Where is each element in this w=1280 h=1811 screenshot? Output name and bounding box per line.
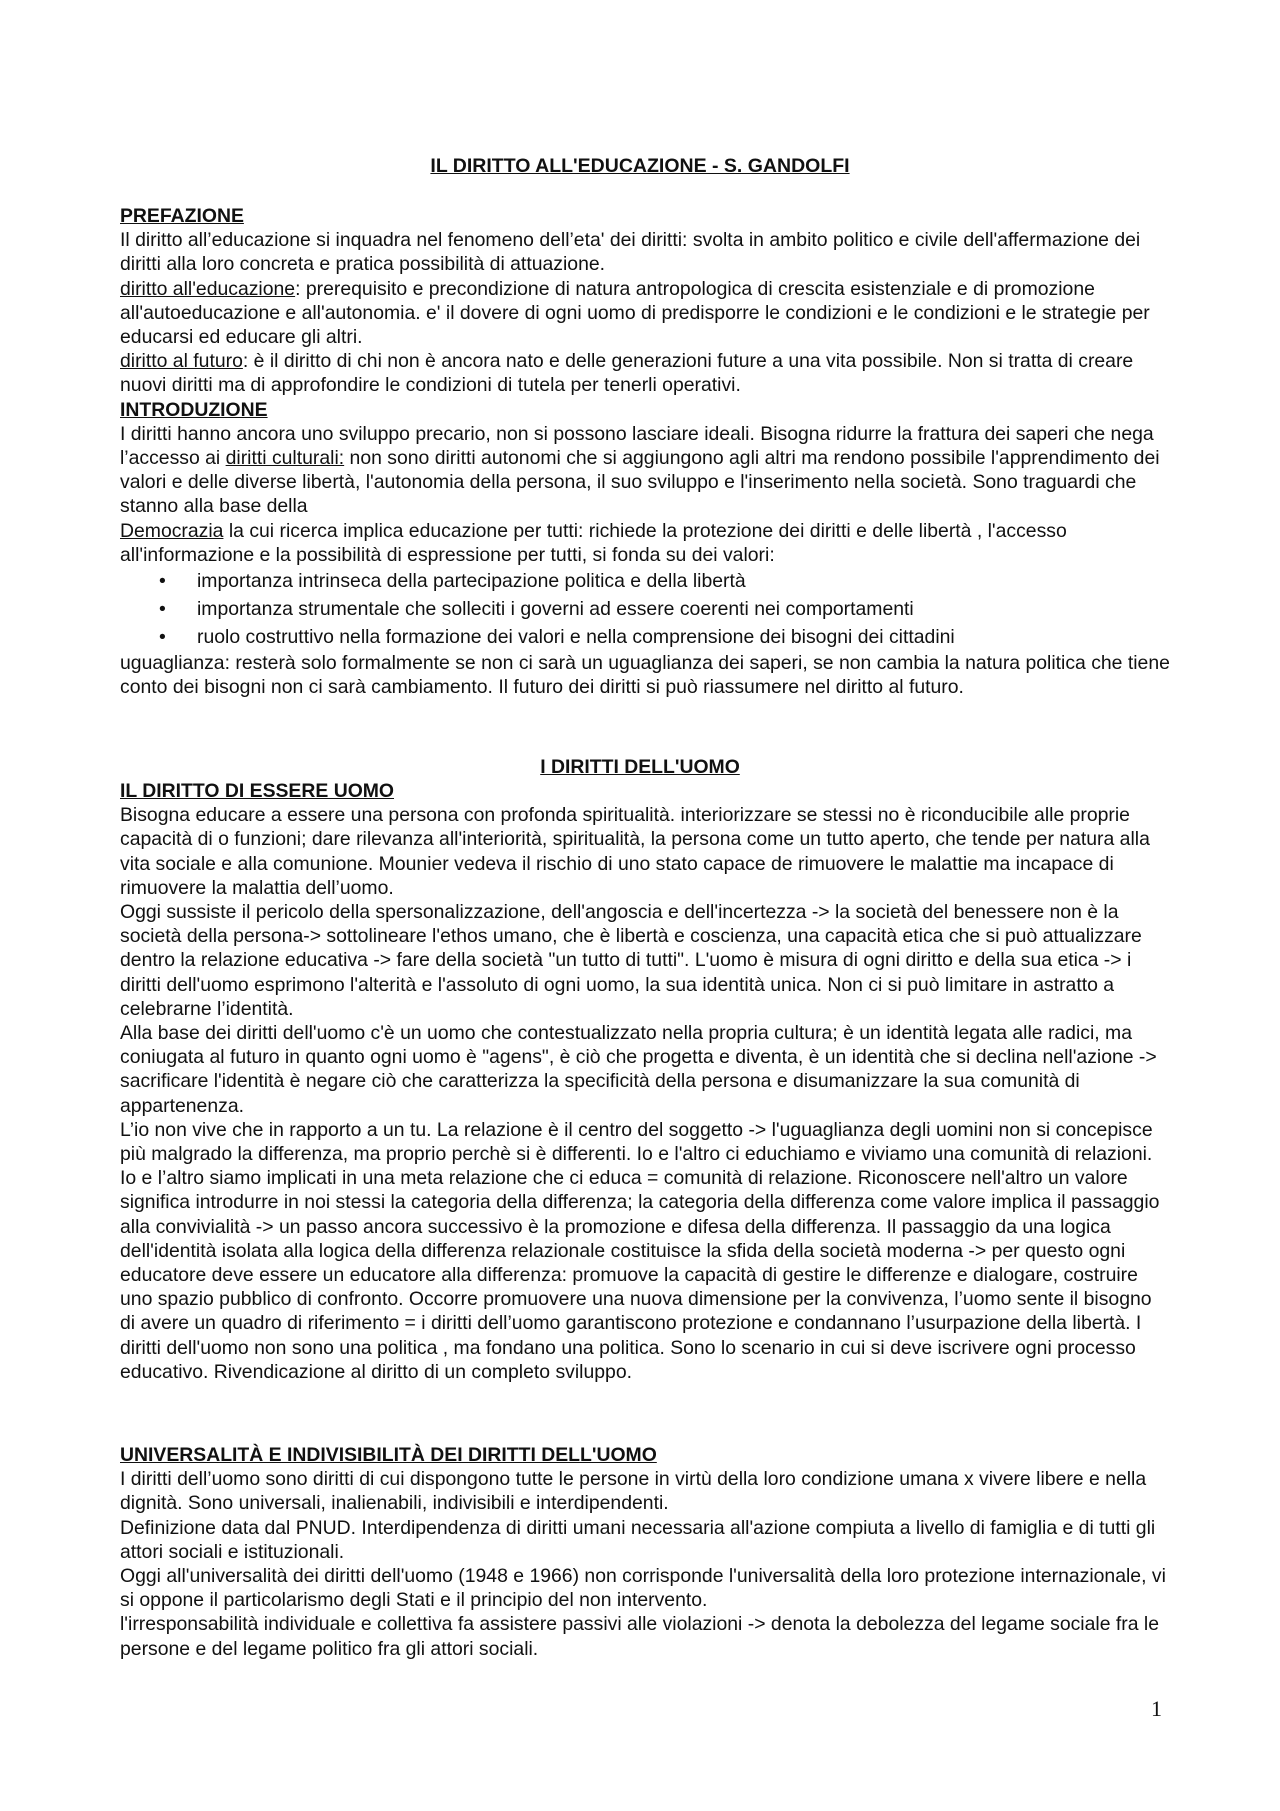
paragraph: Oggi all'universalità dei diritti dell'uomo (1948 e 1966) non corrisponde l'universalità della loro protezione internazionale, vi si oppone il particolarismo degli Stati e il principio del non intervento. bbox=[120, 1565, 1166, 1612]
paragraph-text: la cui ricerca implica educazione per tutti: richiede la protezione dei diritti e delle libertà , l'accesso all'informazione e la possibilità di espressione per tutti, si fonda su dei valori: bbox=[120, 519, 1067, 566]
section-diritto-essere-uomo bbox=[120, 779, 1170, 1384]
heading-introduzione: INTRODUZIONE bbox=[120, 398, 268, 421]
term-diritti-culturali: diritti culturali: bbox=[225, 447, 345, 470]
list-item: • ruolo costruttivo nella formazione dei valori e nella comprensione dei bisogni dei cittadini bbox=[120, 623, 1170, 651]
list-item: • importanza strumentale che solleciti i governi ad essere coerenti nei comportamenti bbox=[120, 595, 1170, 623]
page-number: 1 bbox=[1151, 1696, 1162, 1721]
heading-universalita: UNIVERSALITÀ E INDIVISIBILITÀ DEI DIRITTI DELL'UOMO bbox=[120, 1444, 657, 1466]
list-item: • importanza intrinseca della partecipazione politica e della libertà bbox=[120, 567, 1170, 595]
paragraph bbox=[120, 519, 1170, 567]
document-title: IL DIRITTO ALL'EDUCAZIONE - S. GANDOLFI bbox=[430, 155, 850, 177]
subheading-diritto-essere-uomo: IL DIRITTO DI ESSERE UOMO bbox=[120, 780, 395, 802]
paragraph-text: : è il diritto di chi non è ancora nato e delle generazioni future a una vita possibile. Non si tratta di creare nuovi diritti ma di approfondire le condizioni di tutela per tenerli operativi. bbox=[120, 350, 1134, 397]
heading-diritti-uomo: I DIRITTI DELL'UOMO bbox=[540, 756, 740, 778]
section-universalita bbox=[120, 1443, 1170, 1661]
paragraph bbox=[120, 349, 1170, 397]
paragraph: Oggi sussiste il pericolo della spersonalizzazione, dell'angoscia e dell'incertezza -> la società del benessere non è la società della persona-> sottolineare l'ethos umano, che è libertà e coscienza, una capacità etica che si può attualizzare dentro la relazione educativa -> fare della società "un tutto di tutti". L'uomo è misura di ogni diritto e della sua etica -> i diritti dell'uomo esprimono l'alterità e l'assoluto di ogni uomo, la sua identità unica. Non ci si può limitare in astratto a celebrarne l’identità. bbox=[120, 901, 1142, 1020]
term-diritto-educazione: diritto all'educazione bbox=[120, 277, 296, 300]
paragraph: Il diritto all’educazione si inquadra nel fenomeno dell’eta' dei diritti: svolta in ambito politico e civile dell'affermazione dei diritti alla loro concreta e pratica possibilità di attuazione. bbox=[120, 229, 1141, 276]
paragraph: I diritti dell’uomo sono diritti di cui dispongono tutte le persone in virtù della loro condizione umana x vivere libere e nella dignità. Sono universali, inalienabili, indivisibili e interdipendenti. bbox=[120, 1468, 1147, 1515]
paragraph-text: non sono diritti autonomi che si aggiungono agli altri ma rendono possibile l'apprendimento dei valori e delle diverse libertà, l'autonomia della persona, il suo sviluppo e l'inserimento nella società. Sono traguardi che stanno alla base della bbox=[120, 447, 1160, 518]
paragraph bbox=[120, 277, 1170, 350]
paragraph: Definizione data dal PNUD. Interdipendenza di diritti umani necessaria all'azione compiuta a livello di famiglia e di tutti gli attori sociali e istituzionali. bbox=[120, 1516, 1156, 1563]
paragraph-text: I diritti hanno ancora uno sviluppo precario, non si possono lasciare ideali. Bisogna ridurre la frattura dei saperi che nega l’accesso ai bbox=[120, 422, 1154, 470]
heading-prefazione: PREFAZIONE bbox=[120, 205, 244, 227]
paragraph bbox=[120, 422, 1170, 519]
paragraph: l'irresponsabilità individuale e collettiva fa assistere passivi alle violazioni -> denota la debolezza del legame sociale fra le persone e del legame politico fra gli attori sociali. bbox=[120, 1613, 1159, 1660]
term-democrazia: Democrazia bbox=[120, 519, 224, 542]
section-prefazione bbox=[120, 204, 1170, 699]
paragraph: L’io non vive che in rapporto a un tu. La relazione è il centro del soggetto -> l'uguaglianza degli uomini non si concepisce più malgrado la differenza, ma proprio perchè si è differenti. Io e l'altro ci educhiamo e viviamo una comunità di relazioni. Io e l’altro siamo implicati in una meta relazione che ci educa = comunità di relazione. Riconoscere nell'altro un valore significa introdurre in noi stessi la categoria della differenza; la categoria della differenza come valore implica il passaggio alla convivialità -> un passo ancora successivo è la promozione e difesa della differenza. Il passaggio da una logica dell'identità isolata alla logica della differenza relazionale costituisce la sfida della società moderna -> per questo ogni educatore deve essere un educatore alla differenza: promuove la capacità di gestire le differenze e dialogare, costruire uno spazio pubblico di confronto. Occorre promuovere una nuova dimensione per la convivenza, l’uomo sente il bisogno di avere un quadro di riferimento = i diritti dell’uomo garantiscono protezione e condannano l’usurpazione della libertà. I diritti dell'uomo non sono una politica , ma fondano una politica. Sono lo scenario in cui si deve iscrivere ogni processo educativo. Rivendicazione al diritto di un completo sviluppo. bbox=[120, 1118, 1160, 1383]
paragraph: Bisogna educare a essere una persona con profonda spiritualità. interiorizzare se stessi no è riconducibile alle proprie capacità di o funzioni; dare rilevanza all'interiorità, spiritualità, la persona come un tutto aperto, che tende per natura alla vita sociale e alla comunione. Mounier vedeva il rischio di uno stato capace de rimuovere le malattie ma incapace di rimuovere la malattia dell’uomo. bbox=[120, 804, 1150, 899]
term-diritto-futuro: diritto al futuro bbox=[120, 350, 243, 373]
bullet-list bbox=[120, 567, 1170, 651]
paragraph-text: : prerequisito e precondizione di natura antropologica di crescita esistenziale e di promozione all'autoeducazione e all'autonomia. e' il dovere di ogni uomo di predisporre le condizioni e le condizioni e le strategie per educarsi ed educare gli altri. bbox=[120, 277, 1150, 349]
paragraph: uguaglianza: resterà solo formalmente se non ci sarà un uguaglianza dei saperi, se non cambia la natura politica che tiene conto dei bisogni non ci sarà cambiamento. Il futuro dei diritti si può riassumere nel diritto al futuro. bbox=[120, 652, 1170, 699]
paragraph: Alla base dei diritti dell'uomo c'è un uomo che contestualizzato nella propria cultura; è un identità legata alle radici, ma coniugata al futuro in quanto ogni uomo è "agens", è ciò che progetta e diventa, è un identità che si declina nell'azione -> sacrificare l'identità è negare ciò che caratterizza la specificità della persona e disumanizzare la sua comunità di appartenenza. bbox=[120, 1022, 1157, 1117]
